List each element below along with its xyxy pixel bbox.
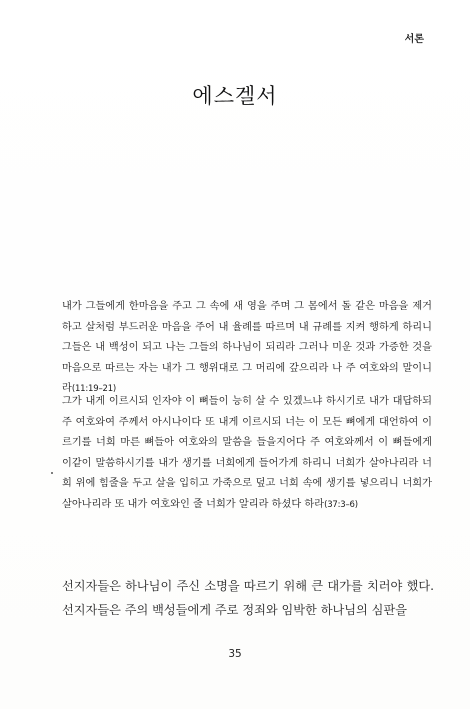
scripture-quote-1	[62, 297, 432, 400]
quote-text: 내가 그들에게 한마음을 주고 그 속에 새 영을 주며 그 몸에서 돌 같은 마음을 제거하고 살처럼 부드러운 마음을 주어 내 율례를 따르며 내 규례를 지켜 행하게 하리니 그들은 내 백성이 되고 나는 그들의 하나님이 되리라 그러나 미운 것과 가증한 것을 마음으로 따르는 자는 내가 그 행위대로 그 머리에 갚으리라 나 주 여호와의 말이니라	[62, 301, 432, 394]
print-speck	[51, 472, 53, 474]
quote-text: 그가 내게 이르시되 인자야 이 뼈들이 능히 살 수 있겠느냐 하시기로 내가 대답하되 주 여호와여 주께서 아시나이다 또 내게 이르시되 너는 이 모든 뼈에게 대언하여 이르기를 너희 마른 뼈들아 여호와의 말씀을 들을지어다 주 여호와께서 이 뼈들에게 이같이 말씀하시기를 내가 생기를 너희에게 들어가게 하리니 너희가 살아나리라 너희 위에 힘줄을 두고 살을 입히고 가죽으로 덮고 너희 속에 생기를 넣으리니 너희가 살아나리라 또 내가 여호와인 줄 너희가 알리라 하셨다 하라	[62, 396, 432, 510]
page-number: 35	[228, 648, 242, 660]
quote-reference: (37:3–6)	[324, 499, 358, 510]
scripture-quote-2	[62, 392, 432, 515]
quote-reference: (11:19–21)	[71, 384, 117, 394]
running-head: 서론	[404, 34, 424, 45]
body-paragraph: 선지자들은 하나님이 주신 소명을 따르기 위해 큰 대가를 치러야 했다. 선지자들은 주의 백성들에게 주로 정죄와 임박한 하나님의 심판을	[62, 579, 434, 617]
chapter-title: 에스겔서	[192, 84, 278, 108]
